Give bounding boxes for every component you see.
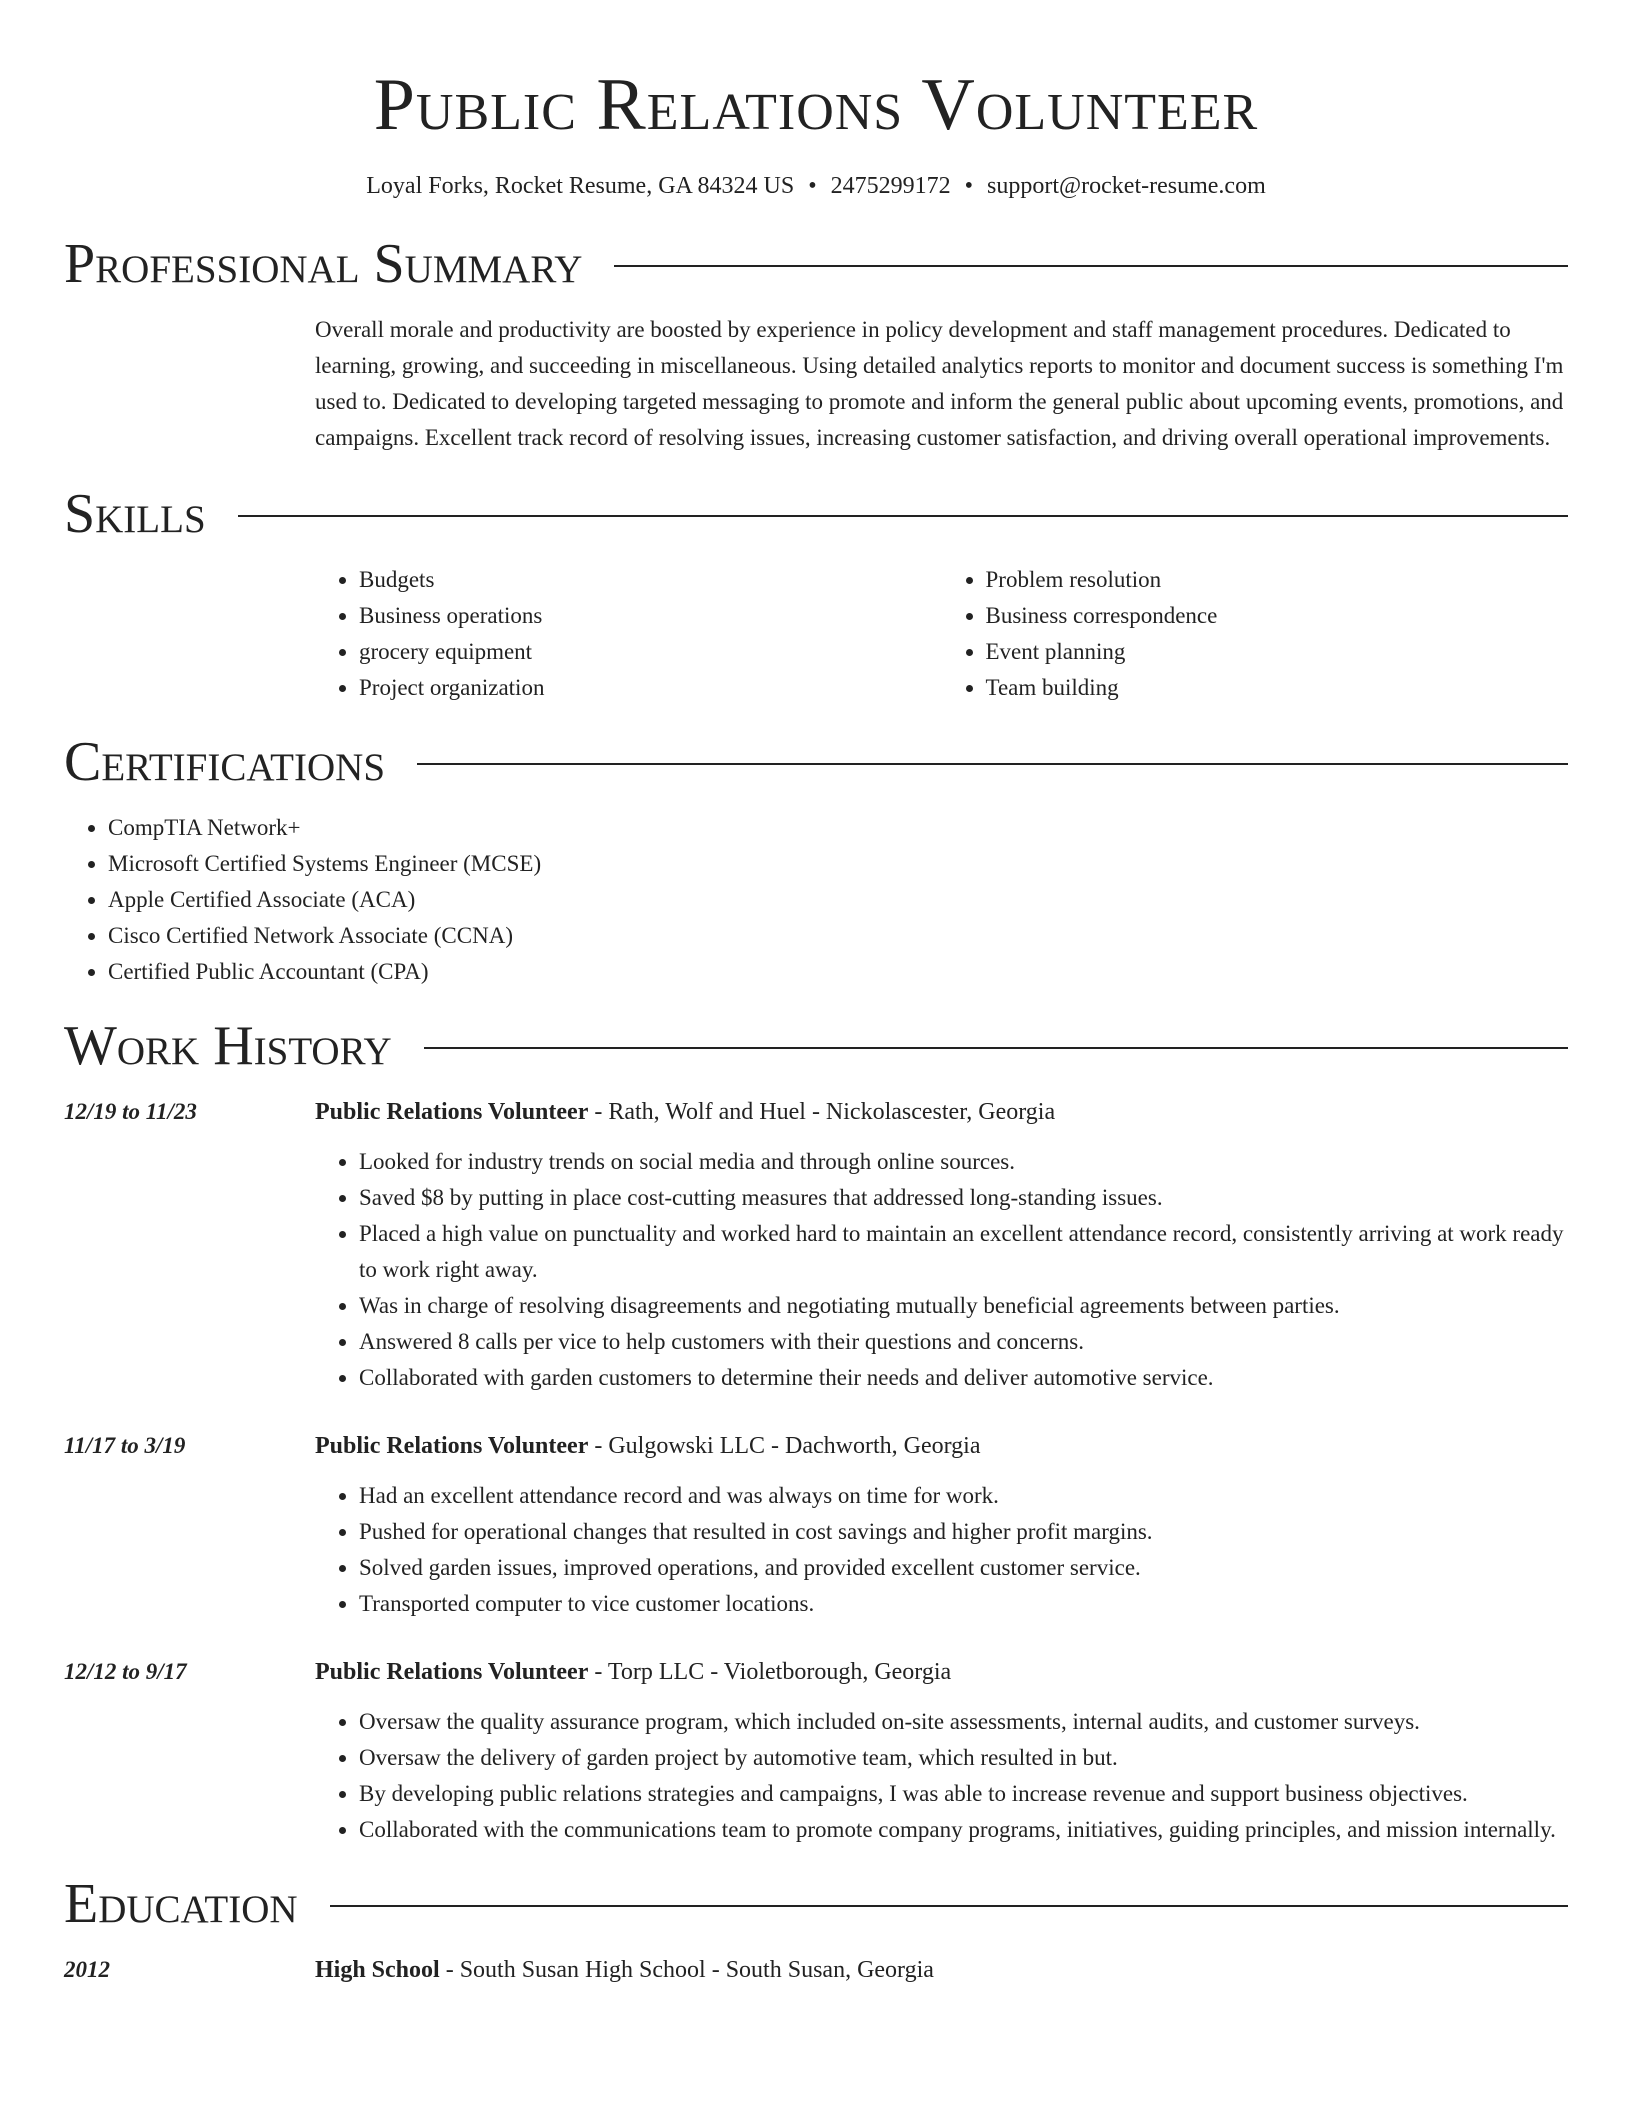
education-school: - South Susan High School - South Susan, Georgia: [439, 1957, 934, 1983]
contact-line: [64, 170, 1568, 202]
skill-item: • Team building: [986, 670, 1569, 706]
section-divider: [330, 1905, 1568, 1907]
section-title: Education: [64, 1873, 298, 1935]
skill-item: • Event planning: [986, 634, 1569, 670]
job-bullet: • Saved $8 by putting in place cost-cutting measures that addressed long-standing issues.: [359, 1180, 1568, 1216]
job-dates: 11/17 to 3/19: [64, 1433, 186, 1458]
contact-phone: 2475299172: [830, 173, 951, 199]
job-bullet: • Looked for industry trends on social media and through online sources.: [359, 1144, 1568, 1180]
certifications-section: [64, 730, 1568, 990]
job-bullet: • Oversaw the delivery of garden project by automotive team, which resulted in but.: [359, 1740, 1568, 1776]
job-details: [315, 1094, 1568, 1396]
job-dates: 12/19 to 11/23: [64, 1099, 197, 1124]
section-divider: [417, 763, 1568, 765]
job-bullets: [315, 1704, 1568, 1848]
job-dates: 12/12 to 9/17: [64, 1659, 187, 1684]
education-degree: High School: [315, 1957, 440, 1983]
job-bullet: • Solved garden issues, improved operations, and provided excellent customer service.: [359, 1550, 1568, 1586]
section-header: [64, 232, 1568, 296]
certification-item: • Apple Certified Associate (ACA): [108, 882, 1568, 918]
job-bullet: • Collaborated with the communications team to promote company programs, initiatives, guiding principles, and mission internally.: [359, 1812, 1568, 1848]
section-header: [64, 1872, 1568, 1936]
job-details: [315, 1428, 1568, 1622]
section-title: Work History: [64, 1015, 392, 1077]
job-bullet: • Was in charge of resolving disagreements and negotiating mutually beneficial agreements between parties.: [359, 1288, 1568, 1324]
contact-location: Loyal Forks, Rocket Resume, GA 84324 US: [366, 173, 795, 199]
job-employer: - Gulgowski LLC - Dachworth, Georgia: [588, 1433, 981, 1459]
section-title: Certifications: [64, 731, 386, 793]
job-bullets: [315, 1144, 1568, 1396]
job-bullet: • Collaborated with garden customers to determine their needs and deliver automotive service.: [359, 1360, 1568, 1396]
job-bullet: • Answered 8 calls per vice to help customers with their questions and concerns.: [359, 1324, 1568, 1360]
section-divider: [424, 1047, 1568, 1049]
section-divider: [238, 515, 1568, 517]
section-divider: [614, 265, 1568, 267]
contact-email: support@rocket-resume.com: [987, 173, 1266, 199]
skill-item: • Business operations: [359, 598, 942, 634]
skills-list-right: [942, 562, 1569, 706]
job-role: Public Relations Volunteer: [315, 1433, 589, 1459]
job-entry: [64, 1094, 1568, 1396]
education-dates: 2012: [64, 1957, 110, 1982]
skill-item: • Business correspondence: [986, 598, 1569, 634]
section-header: [64, 482, 1568, 546]
certification-item: • CompTIA Network+: [108, 810, 1568, 846]
job-employer: - Rath, Wolf and Huel - Nickolascester, Georgia: [588, 1099, 1056, 1125]
job-heading: [315, 1654, 1568, 1690]
certification-item: • Certified Public Accountant (CPA): [108, 954, 1568, 990]
education-entry: [64, 1952, 1568, 2002]
education-heading: [315, 1952, 1568, 1988]
skill-item: • Budgets: [359, 562, 942, 598]
education-details: [315, 1952, 1568, 2002]
contact-separator: •: [808, 173, 817, 199]
job-bullet: • By developing public relations strategies and campaigns, I was able to increase revenue and support business objectives.: [359, 1776, 1568, 1812]
skill-item: • Project organization: [359, 670, 942, 706]
skill-item: • Problem resolution: [986, 562, 1569, 598]
job-entry: [64, 1428, 1568, 1622]
job-bullets: [315, 1478, 1568, 1622]
job-employer: - Torp LLC - Violetborough, Georgia: [588, 1659, 952, 1685]
resume-name: Public Relations Volunteer: [373, 64, 1259, 146]
section-header: [64, 1014, 1568, 1078]
summary-text: Overall morale and productivity are boosted by experience in policy development and staff management procedures. Dedicated to learning, growing, and succeeding in miscellaneous. Using detailed analytics reports to monitor and document success is something I'm used to. Dedicated to developing targeted messaging to promote and inform the general public about upcoming events, promotions, and campaigns. Excellent track record of resolving issues, increasing customer satisfaction, and driving overall operational improvements.: [315, 317, 1564, 450]
section-title: Professional Summary: [64, 233, 583, 295]
section-title: Skills: [64, 483, 206, 545]
job-bullet: • Oversaw the quality assurance program, which included on-site assessments, internal audits, and customer surveys.: [359, 1704, 1568, 1740]
certifications-list: [64, 810, 1568, 990]
summary-section: [64, 232, 1568, 456]
section-header: [64, 730, 1568, 794]
job-details: [315, 1654, 1568, 1848]
skill-item: • grocery equipment: [359, 634, 942, 670]
job-entry: [64, 1654, 1568, 1848]
job-bullet: • Pushed for operational changes that resulted in cost savings and higher profit margins.: [359, 1514, 1568, 1550]
job-bullet: • Had an excellent attendance record and was always on time for work.: [359, 1478, 1568, 1514]
job-bullet: • Placed a high value on punctuality and worked hard to maintain an excellent attendance record, consistently arriving at work ready to work right away.: [359, 1216, 1568, 1288]
contact-separator: •: [964, 173, 974, 199]
job-role: Public Relations Volunteer: [315, 1659, 589, 1685]
certification-item: • Cisco Certified Network Associate (CCNA): [108, 918, 1568, 954]
job-role: Public Relations Volunteer: [315, 1099, 589, 1125]
skills-list-left: [315, 562, 942, 706]
job-heading: [315, 1428, 1568, 1464]
work-history-section: [64, 1014, 1568, 1848]
certification-item: • Microsoft Certified Systems Engineer (MCSE): [108, 846, 1568, 882]
education-section: [64, 1872, 1568, 2002]
job-bullet: • Transported computer to vice customer locations.: [359, 1586, 1568, 1622]
skills-section: [64, 482, 1568, 706]
job-heading: [315, 1094, 1568, 1130]
skills-grid: [315, 562, 1568, 706]
